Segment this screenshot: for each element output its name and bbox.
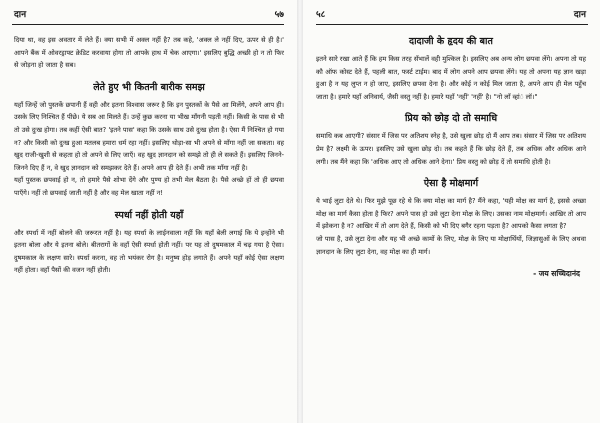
section-heading: लेते हुए भी कितनी बारीक समझ bbox=[93, 81, 205, 93]
right-paragraph: समाधि कब आएगी? संसार में जिस पर अतिशय स्नेह है, उसे खुला छोड़ दो मैं आप तब। संसार में जिस पर अतिशय प्रेम है? लक्ष्मी के ऊपर। इसलिए उसे खुला छोड़ दो। तब कहते हैं कि छोड़ देते हैं, तब अधिक और अधिक आने लगी। तब मैंने कहा कि 'अधिक आए तो अधिक आने देना।' प्रिय वस्तु को छोड़ दें तो समाधि होती है। bbox=[316, 132, 586, 166]
section-heading: स्पर्धा नहीं होती यहाँ bbox=[114, 209, 184, 221]
left-page-body bbox=[14, 34, 284, 277]
right-header-rule bbox=[316, 24, 588, 25]
left-paragraph: दिया था, वह इस अवतार में लेते हैं। क्या सभी में अक्ल नहीं है? तब कहे, 'अक्ल ले नहीं दिए, ऊपर से ही है।' आपने बैंक में ओवरड्राफ्ट क्रेडिट करवाया होगा तो आपके हाथ में चेक आएगा।' इसलिए बुद्धि अच्छी हो न तो फिर से जोड़ना हो जाता है सब। bbox=[14, 36, 284, 70]
section-heading: ऐसा है मोक्षमार्ग bbox=[423, 178, 479, 190]
left-page bbox=[0, 0, 296, 423]
book-gutter bbox=[297, 0, 303, 423]
left-paragraph: और स्पर्धा में नहीं बोलने की जरूरत नहीं है। यह स्पर्धा के लाईनवाला नहीं कि यहाँ बेली लगाई कि ये इन्होंने भी इतना बोला और ये इतना बोले। बीतरागों के वहाँ ऐसी स्पर्धा होती नहीं। पर यह तो दुषमकाल में चढ़ गया है ऐसा। दुषमकाल के लक्षण सारे। स्पर्धा करना, वह तो भयंकर रोग है। मनुष्य होड़ लगाते हैं। अपने यहाँ कोई ऐसा लक्षण नहीं होता। वहाँ पैसों की वजन नहीं होती। bbox=[14, 228, 284, 275]
right-page-number: ५८ bbox=[316, 10, 326, 20]
left-paragraph: यहाँ जिन्हें जो पुस्तकें छपानी हैं वही और इतना विश्वास जरूर है कि इन पुस्तकों के पैसे आ मिलेंगे, अपने आप ही। उसके लिए निश्चित हैं पीछे। ये सब आ मिलते हैं। उन्हें कुछ करना या भीख माँगनी पड़ती नहीं। किसी के पास से भी तो उसे दुःख होगा। तब कहीं ऐसी बात? 'इतने पास' कहा कि उसके साथ उसे दुःख होता है। ऐसा मैं निश्चित हो गया न? और किसी को दुःख हुआ मतलब हमारा धर्म रहा नहीं। इसलिए थोड़ा-सा भी अपने से माँगा नहीं जा सकता। वह खुद राजी-खुशी से कहता हो तो अपने से लिए जाएँ। वह खुद ज्ञानदान को समझे तो ही ले सकते हैं। इसलिए जिनने-जिनने दिए हैं न, वे खुद ज्ञानदान को समझकर देते हैं। अपने आप ही देते हैं। अभी तक माँगा नहीं है। bbox=[14, 100, 284, 172]
left-page-header-title: दान bbox=[14, 10, 27, 20]
left-paragraph: यहाँ पुस्तक छपवाई हो न, तो हमारे पैसे शोभा देंगे और पुण्य हो तभी मेल बैठता है। पैसे अच्छे हों तो ही छपवा पाएँगे। नहीं तो छपवाई जाती नहीं है और वह मेल खाता नहीं न! bbox=[14, 176, 284, 197]
right-page bbox=[304, 0, 600, 423]
section-heading: प्रिय को छोड़ दो तो समाधि bbox=[404, 113, 498, 125]
right-page-header-title: दान bbox=[573, 10, 586, 20]
right-paragraph: ये भाई लुटा देते थे। फिर मुझे पूछ रहे थे कि क्या मोक्ष का मार्ग है? मैंने कहा, 'यही मोक्ष का मार्ग है, इससे अच्छा मोक्ष का मार्ग कैसा होता है फिर? अपने पास हो उसे लुटा देना मोक्ष के लिए। उसका नाम मोक्षमार्ग। आखिर तो आप में झोकना है न? आखिर में तो आग देते हैं, किसी को भी दिए बगैर रहना पड़ता है? आपको कैसा लगता है? bbox=[316, 197, 586, 231]
section-heading: दादाजी के हृदय की बात bbox=[409, 36, 493, 47]
right-paragraph: इतने सारे रखा आते हैं कि हम किस तरह सँभालें वही मुश्किल है। इसलिए अब अन्य लोग छपवा लेंगे। अपना तो यह कौ ऑफ कोस्ट देते हैं, पहली बात, फर्स्ट टाईम। बाद में लोग अपने आप छपवा लेंगे। यह तो अपना यह ज्ञान खड़ा हुआ है न यह लुप्त न हो जाए, इसलिए छपवा देना है। और कोई न कोई मिल जाता है, अपने आप ही मेल पहुँच जाता है। हमारे यहाँ अनिवार्य, जैसी वस्तु नहीं है। हमारे यहाँ 'नहीं' 'नहीं' है। "नो लाँ व्हांंं लॉ।" bbox=[316, 55, 586, 101]
signature: - जय सच्चिदानंद bbox=[533, 269, 580, 279]
left-page-number: ५७ bbox=[274, 10, 284, 20]
right-paragraph: जो पास है, उसे लुटा देना और यह भी अच्छे कामों के लिए, मोक्ष के लिए या मोक्षार्थियों, जिज्ञासुओं के लिए अथवा ज्ञानदान के लिए लुटा देना, वह मोक्ष का ही मार्ग। bbox=[316, 234, 586, 256]
left-header-rule bbox=[12, 24, 284, 25]
right-page-body bbox=[316, 34, 586, 281]
